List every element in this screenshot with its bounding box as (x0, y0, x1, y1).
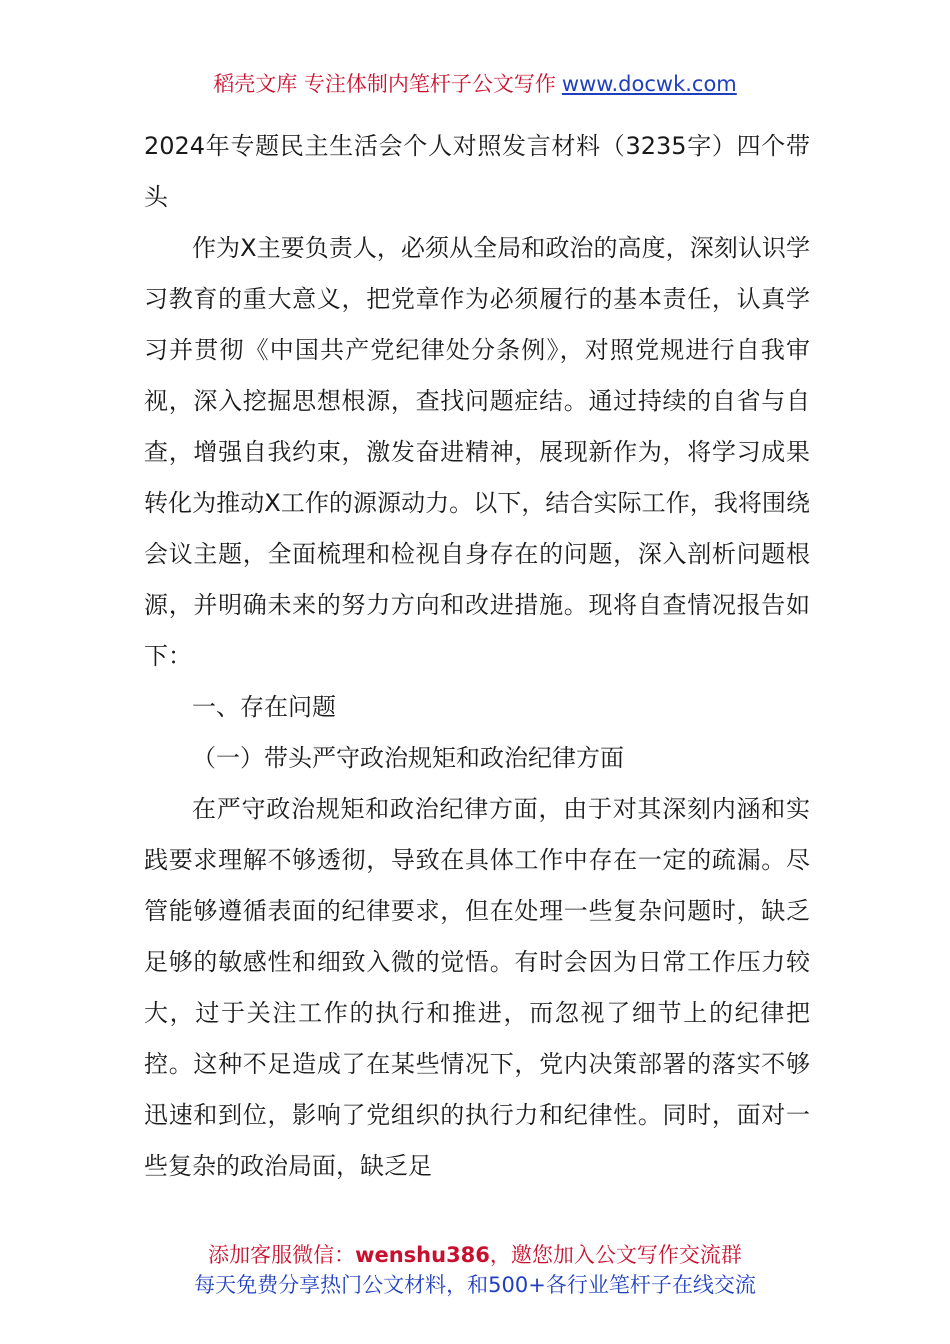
site-link[interactable]: www.docwk.com (561, 72, 737, 96)
document-title: 2024年专题民主生活会个人对照发言材料（3235字）四个带头 (144, 132, 810, 211)
footer-contact-suffix: ，邀您加入公文写作交流群 (489, 1243, 742, 1267)
page-footer (0, 1240, 950, 1300)
document-body (144, 121, 810, 1192)
footer-contact-line (0, 1240, 950, 1270)
intro-paragraph: 作为X主要负责人，必须从全局和政治的高度，深刻认识学习教育的重大意义，把党章作为必须履行的基本责任，认真学习并贯彻《中国共产党纪律处分条例》，对照党规进行自我审视，深入挖掘思想根源，查找问题症结。通过持续的自省与自查，增强自我约束，激发奋进精神，展现新作为，将学习成果转化为推动X工作的源源动力。以下，结合实际工作，我将围绕会议主题，全面梳理和检视自身存在的问题，深入剖析问题根源，并明确未来的努力方向和改进措施。现将自查情况报告如下： (144, 234, 810, 670)
footer-contact-prefix: 添加客服微信： (208, 1243, 356, 1267)
wechat-id: wenshu386 (355, 1243, 490, 1267)
subsection-heading: （一）带头严守政治规矩和政治纪律方面 (192, 744, 624, 772)
footer-promo-line: 每天免费分享热门公文材料，和500+各行业笔杆子在线交流 (194, 1273, 756, 1297)
section-heading: 一、存在问题 (192, 693, 336, 721)
brand-slogan: 稻壳文库 专注体制内笔杆子公文写作 (213, 72, 556, 96)
page-header (0, 70, 950, 98)
body-paragraph: 在严守政治规矩和政治纪律方面，由于对其深刻内涵和实践要求理解不够透彻，导致在具体工作中存在一定的疏漏。尽管能够遵循表面的纪律要求，但在处理一些复杂问题时，缺乏足够的敏感性和细致入微的觉悟。有时会因为日常工作压力较大，过于关注工作的执行和推进，而忽视了细节上的纪律把控。这种不足造成了在某些情况下，党内决策部署的落实不够迅速和到位，影响了党组织的执行力和纪律性。同时，面对一些复杂的政治局面，缺乏足 (144, 795, 810, 1180)
